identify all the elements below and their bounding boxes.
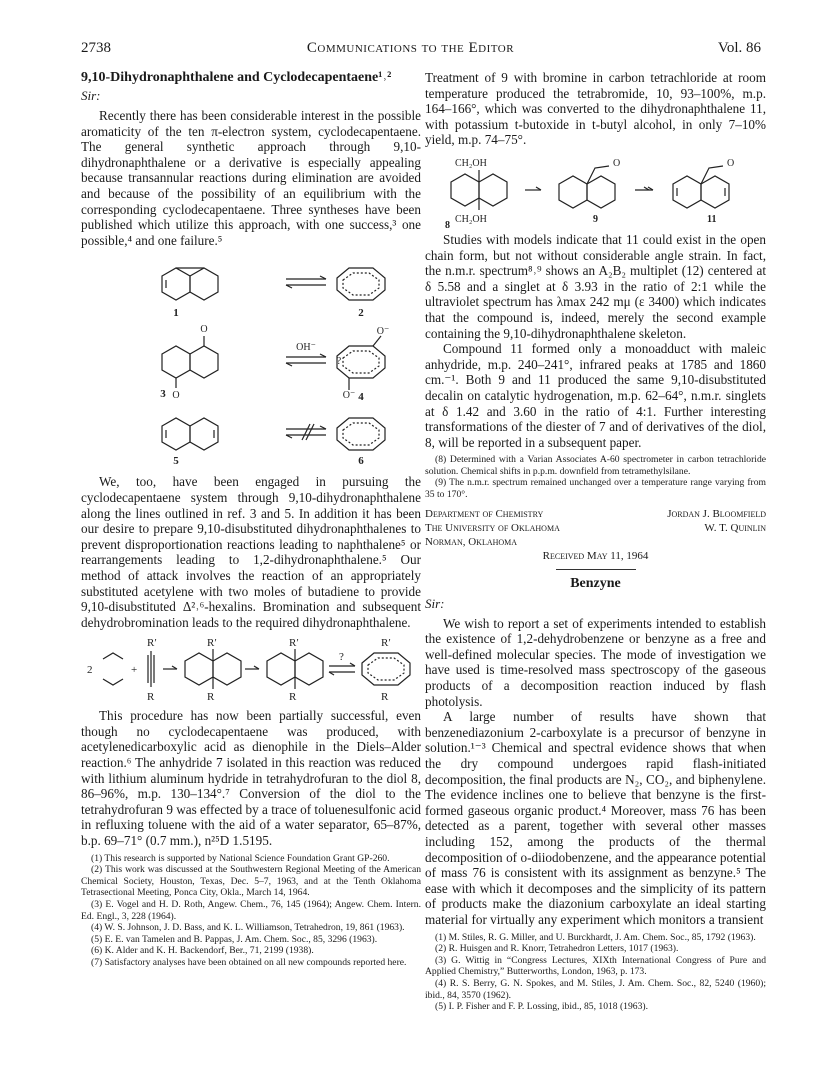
footnotes-article-2 [425, 932, 766, 1013]
affiliation-city: Norman, Oklahoma [425, 535, 518, 548]
footnote-3: (3) E. Vogel and H. D. Roth, Angew. Chem., 76, 145 (1964); Angew. Chem. Intern. Ed. Engl., 3, 228 (1964). [81, 899, 421, 922]
footnote-9: (9) The n.m.r. spectrum remained unchanged over a temperature range varying from 35 to 170°. [425, 477, 766, 501]
author-2: W. T. Quinlin [704, 521, 766, 534]
compound-label-1: 1 [173, 307, 179, 320]
reaction-scheme-2 [81, 634, 421, 704]
paragraph-intro: Recently there has been considerable interest in the possible aromaticity of the ten π-electron system, cyclodecapentaene. The general synthetic approach through 9,10-dihydronaphthalene or a derivative is especially appealing because transannular reactions during elimination are avoided and because of the possibility of an equilibrium with the corresponding cyclodecapentaene. Three syntheses have been published which utilize this approach, with one success,³ one possible,⁴ and one failure.⁵ [81, 108, 421, 248]
benzyne-footnote-1: (1) M. Stiles, R. G. Miller, and U. Burckhardt, J. Am. Chem. Soc., 85, 1792 (1963). [435, 931, 756, 943]
compound-label-4: 4 [358, 391, 364, 404]
structure-3 [162, 336, 218, 388]
question-mark: ? [336, 356, 342, 368]
signature-block [425, 507, 766, 563]
reaction-scheme-1 [81, 252, 421, 470]
footnote-8: (8) Determined with a Varian Associates A-60 spectrometer in carbon tetrachloride solution. Chemical shifts in p.p.m. downfield from tetramethylsilane. [425, 454, 766, 477]
paragraph-bromination: Treatment of 9 with bromine in carbon tetrachloride at room temperature produced the tetrabromide, 10, 93–100%, m.p. 164–166°, which was converted to the dihydronaphthalene 11, with potassium t-butoxide in t-butyl alcohol, in only 7–10% yield, m.p. 74–75°. [425, 70, 766, 148]
structure-6 [337, 418, 385, 450]
compound-label-8: 8 [445, 219, 450, 228]
salutation: Sir: [81, 88, 101, 103]
structure-8 [451, 170, 507, 210]
question-mark-2: ? [339, 651, 344, 664]
footnote-4: (4) W. S. Johnson, J. D. Bass, and K. L. Williamson, Tetrahedron, 19, 861 (1963). [91, 922, 405, 934]
structure-5 [162, 418, 218, 450]
oxygen-9: O [613, 157, 621, 169]
benzyne-footnote-2: (2) R. Huisgen and R. Knorr, Tetrahedron Letters, 1017 (1963). [435, 943, 679, 955]
dihydronaphthalene-derivative [267, 649, 323, 689]
structure-2 [337, 268, 385, 300]
structure-11 [673, 166, 729, 208]
r-2: R [207, 691, 215, 704]
oxide-label-top: O⁻ [376, 326, 390, 338]
right-column [425, 70, 766, 1013]
compound-label-6: 6 [358, 455, 364, 468]
compound-label-3: 3 [160, 388, 166, 401]
affiliation-university: The University of Oklahoma [425, 521, 560, 534]
author-1: Jordan J. Bloomfield [667, 507, 766, 520]
footnote-5: (5) E. E. van Tamelen and B. Pappas, J. Am. Chem. Soc., 85, 3296 (1963). [91, 933, 378, 945]
footnote-2: (2) This work was discussed at the Southwestern Regional Meeting of the American Chemical Society, Houston, Texas, Dec. 5–7, 1963, and at the Tenth Oklahoma Tetrasectional Meeting, Ponca City, Okla., March 14, 1964. [81, 864, 421, 899]
equilibrium-arrow [286, 276, 326, 288]
benzyne-footnote-5: (5) I. P. Fisher and F. P. Lossing, ibid., 85, 1018 (1963). [435, 1001, 648, 1013]
compound-label-9: 9 [593, 213, 598, 225]
page-number: 2738 [81, 40, 111, 56]
paragraph-benzyne-intro: We wish to report a set of experiments intended to establish the existence of 1,2-dehydrobenzene or benzyne as a free and well-defined molecular species. The mode of investigation we have used is time-resolved mass spectroscopy of the gaseous products of a decomposition reaction induced by flash photolysis. [425, 615, 766, 709]
footnotes-article-1 [81, 853, 421, 969]
acetylene [148, 651, 154, 687]
paragraph-nmr: Studies with models indicate that 11 could exist in the open chain form, but not without considerable angle strain. In fact, the n.m.r. spectrum⁸˒⁹ shows an A₂B₂ multiplet (12) centered at δ 5.58 and a singlet at δ 3.93 in the ratio of 2:1 while the ultraviolet spectrum has λmax 242 mμ (ε 3400) which indicates that the compound is, indeed, merely the second example containing the 9,10-dihydronaphthalene skeleton. [425, 231, 766, 341]
reaction-scheme-3 [425, 152, 766, 228]
plus-sign: + [131, 664, 138, 677]
paragraph-benzyne-results: A large number of results have shown that benzenediazonium 2-carboxylate is a precursor of benzyne in solution.¹⁻³ Chemical and spectral evidence shows that when the dry compound undergoes rapid flash-initiated decomposition, the final products are N₂, CO₂, and biphenylene. The evidence inclines one to believe that benzyne is the first-formed gaseous organic product.⁴ Moreover, mass 76 has been detected as a parent, together with several other masses including 152, among the products of the thermal decomposition of o-diiodobenzene, and the appearance potential of mass 76 is consistent with its assignment as benzyne.⁵ The ease with which it decomposes and the simplicity of its pattern of products make the diazonium carboxylate an ideal starting material for virtually any experiment which monitors a transient [425, 709, 766, 927]
structure-4 [337, 336, 385, 390]
r-prime-4: R′ [381, 637, 391, 650]
ch2oh-top: CH₂OH [455, 157, 487, 169]
affiliation-department: Department of Chemistry [425, 507, 544, 520]
footnote-1: (1) This research is supported by National Science Foundation Grant GP-260. [91, 852, 390, 864]
left-column [81, 70, 421, 969]
compound-label-5: 5 [173, 455, 179, 468]
r-prime-3: R′ [289, 637, 299, 650]
benzyne-footnote-3: (3) G. Wittig in “Congress Lectures, XIXth International Congress of Pure and Applied Chemistry,” Butterworths, London, 1963, p. 173. [425, 954, 766, 978]
reaction-arrow [286, 354, 326, 366]
paragraph-approach: We, too, have been engaged in pursuing the cyclodecapentaene system through 9,10-dihydronaphthalene along the lines outlined in ref. 3 and 5. In addition it has been our desire to prepare 9,10-disubstituted dihydronaphthalenes to prevent disproportionation reactions leading to naphthalene⁵ or rearrangements leading to 1,2-dihydronaphthalene.⁵ Our method of attack involves the reaction of an appropriately substituted acetylene with two moles of butadiene to provide 9,10-disubstituted Δ²˒⁶-hexalins. Bromination and subsequent dehydrobromination leads to the required dihydronaphthalene. [81, 474, 421, 630]
running-title: Communications to the Editor [306, 40, 515, 56]
double-arrow [635, 187, 653, 190]
oxygen-11: O [727, 157, 735, 169]
blocked-equilibrium-arrow [286, 424, 326, 440]
article-title: 9,10-Dihydronaphthalene and Cyclodecapentaene¹˒² [81, 70, 392, 85]
benzyne-footnote-4: (4) R. S. Berry, G. N. Spokes, and M. Stiles, J. Am. Chem. Soc., 82, 5240 (1960); ibid., 84, 3570 (1962). [425, 977, 766, 1001]
r-3: R [289, 691, 297, 704]
oxygen-label-bottom: O [172, 390, 180, 402]
article-title-benzyne: Benzyne [570, 575, 621, 591]
footnotes-article-1-continued [425, 454, 766, 500]
oxygen-label-top: O [200, 324, 208, 336]
received-date: Received May 11, 1964 [542, 549, 649, 562]
reagent-label: OH⁻ [296, 342, 316, 354]
ch2oh-bottom: CH₂OH [455, 213, 487, 225]
volume-label: Vol. 86 [717, 40, 761, 56]
coefficient: 2 [87, 664, 93, 677]
equilibrium-arrow-2 [329, 663, 355, 675]
oxide-label-bottom: O⁻ [342, 390, 356, 402]
butadiene [103, 653, 123, 685]
section-divider [556, 569, 636, 570]
r-1: R [147, 691, 155, 704]
footnote-6: (6) K. Alder and K. H. Backendorf, Ber., 71, 2199 (1938). [91, 945, 314, 957]
paragraph-adduct: Compound 11 formed only a monoadduct with maleic anhydride, m.p. 240–241°, infrared peaks at 1785 and 1860 cm.⁻¹. Both 9 and 11 produced the same 9,10-disubstituted decalin on catalytic hydrogenation, m.p. 62–64°, n.m.r. singlets at δ 1.42 and 3.60 in the ratio of 4:1. Further interesting transformations of the diester of 7 and of derivatives of the diol, 8, will be reported in a subsequent paper. [425, 341, 766, 450]
hexalin [185, 649, 241, 689]
compound-label-11: 11 [707, 213, 717, 225]
r-prime-2: R′ [207, 637, 217, 650]
structure-9 [559, 166, 615, 208]
paragraph-procedure: This procedure has now been partially successful, even though no cyclodecapentaene was produced, with acetylenedicarboxylic acid as dienophile in the Diels–Alder reaction.⁶ The anhydride 7 isolated in this reaction was reduced with lithium aluminum hydride in tetrahydrofuran to the diol 8, 86–96%, m.p. 130–134°.⁷ Conversion of the diol to the tetrahydrofuran 9 was effected by a trace of toluenesulfonic acid in refluxing toluene with the aid of a water separator, 65–87%, b.p. 69–71° (0.7 mm.), n²⁵D 1.5195. [81, 708, 421, 849]
footnote-7: (7) Satisfactory analyses have been obtained on all new compounds reported here. [91, 956, 407, 968]
compound-label-2: 2 [358, 307, 364, 320]
structure-1 [162, 268, 218, 300]
r-4: R [381, 691, 389, 704]
salutation-benzyne: Sir: [425, 595, 445, 611]
cyclodecapentaene-derivative [362, 653, 410, 685]
r-prime-1: R′ [147, 637, 157, 650]
